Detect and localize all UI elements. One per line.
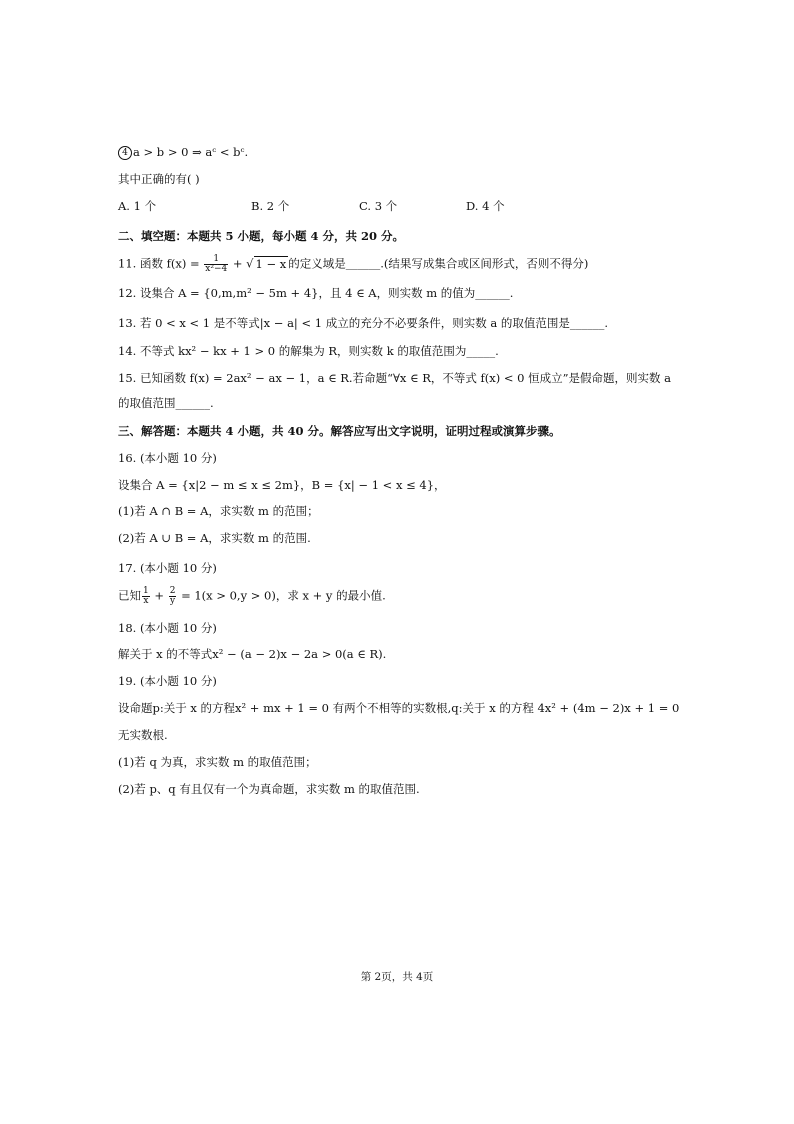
choice-b: B. 2 个 (251, 199, 290, 213)
q11-fraction (204, 255, 228, 274)
q17-fraction-1 (142, 587, 150, 606)
q17-body (118, 587, 386, 606)
circled-number: 4 (118, 146, 132, 160)
q19-part1: (1)若 q 为真，求实数 m 的取值范围； (118, 755, 317, 769)
q17-prefix: 已知 (118, 588, 141, 603)
q10-item-4 (118, 144, 248, 160)
q14: 14. 不等式 kx² − kx + 1 > 0 的解集为 R，则实数 k 的取值范围为_____. (118, 344, 499, 358)
q17-f1-den: x (143, 596, 149, 606)
q16-body: 设集合 A = {x|2 − m ≤ x ≤ 2m}，B = {x| − 1 < x ≤ 4}， (118, 478, 446, 492)
q11-radicand: 1 − x (255, 256, 287, 271)
q16-part2: (2)若 A ∪ B = A，求实数 m 的范围. (118, 531, 311, 545)
q17-f2-num: 2 (169, 586, 176, 596)
q12: 12. 设集合 A = {0,m,m² − 5m + 4}，且 4 ∈ A，则实数 m 的值为______. (118, 286, 514, 300)
q17-plus: + (150, 588, 168, 603)
q19-body-line2: 无实数根. (118, 728, 168, 742)
q10-choices (118, 198, 618, 214)
q17-title: 17. (本小题 10 分) (118, 561, 217, 575)
q11-suffix: 的定义域是______.(结果写成集合或区间形式，否则不得分) (288, 256, 589, 271)
q15-line2: 的取值范围______. (118, 396, 214, 410)
q16-title: 16. (本小题 10 分) (118, 451, 217, 465)
q16-part1: (1)若 A ∩ B = A，求实数 m 的范围； (118, 504, 319, 518)
q17-f2-den: y (170, 596, 176, 606)
q19-part2: (2)若 p、q 有且仅有一个为真命题，求实数 m 的取值范围. (118, 782, 420, 796)
choice-c: C. 3 个 (359, 199, 398, 213)
choice-d: D. 4 个 (466, 199, 505, 213)
q17-fraction-2 (169, 587, 177, 606)
q18-title: 18. (本小题 10 分) (118, 621, 217, 635)
q11-plus: + √ (229, 256, 254, 271)
q11-frac-den: x²−4 (205, 264, 228, 274)
q10-item-4-text: a > b > 0 ⇒ aᶜ < bᶜ. (133, 145, 249, 159)
q11 (118, 255, 588, 274)
q10-question: 其中正确的有( ) (118, 172, 200, 186)
page-footer: 第 2页，共 4页 (360, 971, 434, 983)
q17-f1-num: 1 (143, 586, 149, 596)
q19-title: 19. (本小题 10 分) (118, 674, 217, 688)
section2-heading: 二、填空题：本题共 5 小题，每小题 4 分，共 20 分。 (118, 229, 405, 243)
q17-suffix: = 1(x > 0,y > 0)，求 x + y 的最小值. (177, 588, 386, 603)
q13: 13. 若 0 < x < 1 是不等式|x − a| < 1 成立的充分不必要条件，则实数 a 的取值范围是______. (118, 316, 609, 330)
q11-prefix: 11. 函数 f(x) = (118, 256, 204, 271)
section3-heading: 三、解答题：本题共 4 小题，共 40 分。解答应写出文字说明，证明过程或演算步骤。 (118, 424, 561, 438)
q18-body: 解关于 x 的不等式x² − (a − 2)x − 2a > 0(a ∈ R). (118, 647, 387, 661)
q11-frac-num: 1 (204, 255, 228, 265)
q19-body-line1: 设命题p:关于 x 的方程x² + mx + 1 = 0 有两个不相等的实数根,q:关于 x 的方程 4x² + (4m − 2)x + 1 = 0 (118, 701, 680, 715)
choice-a: A. 1 个 (118, 199, 157, 213)
q15-line1: 15. 已知函数 f(x) = 2ax² − ax − 1，a ∈ R.若命题“∀x ∈ R，不等式 f(x) < 0 恒成立”是假命题，则实数 a (118, 371, 672, 385)
